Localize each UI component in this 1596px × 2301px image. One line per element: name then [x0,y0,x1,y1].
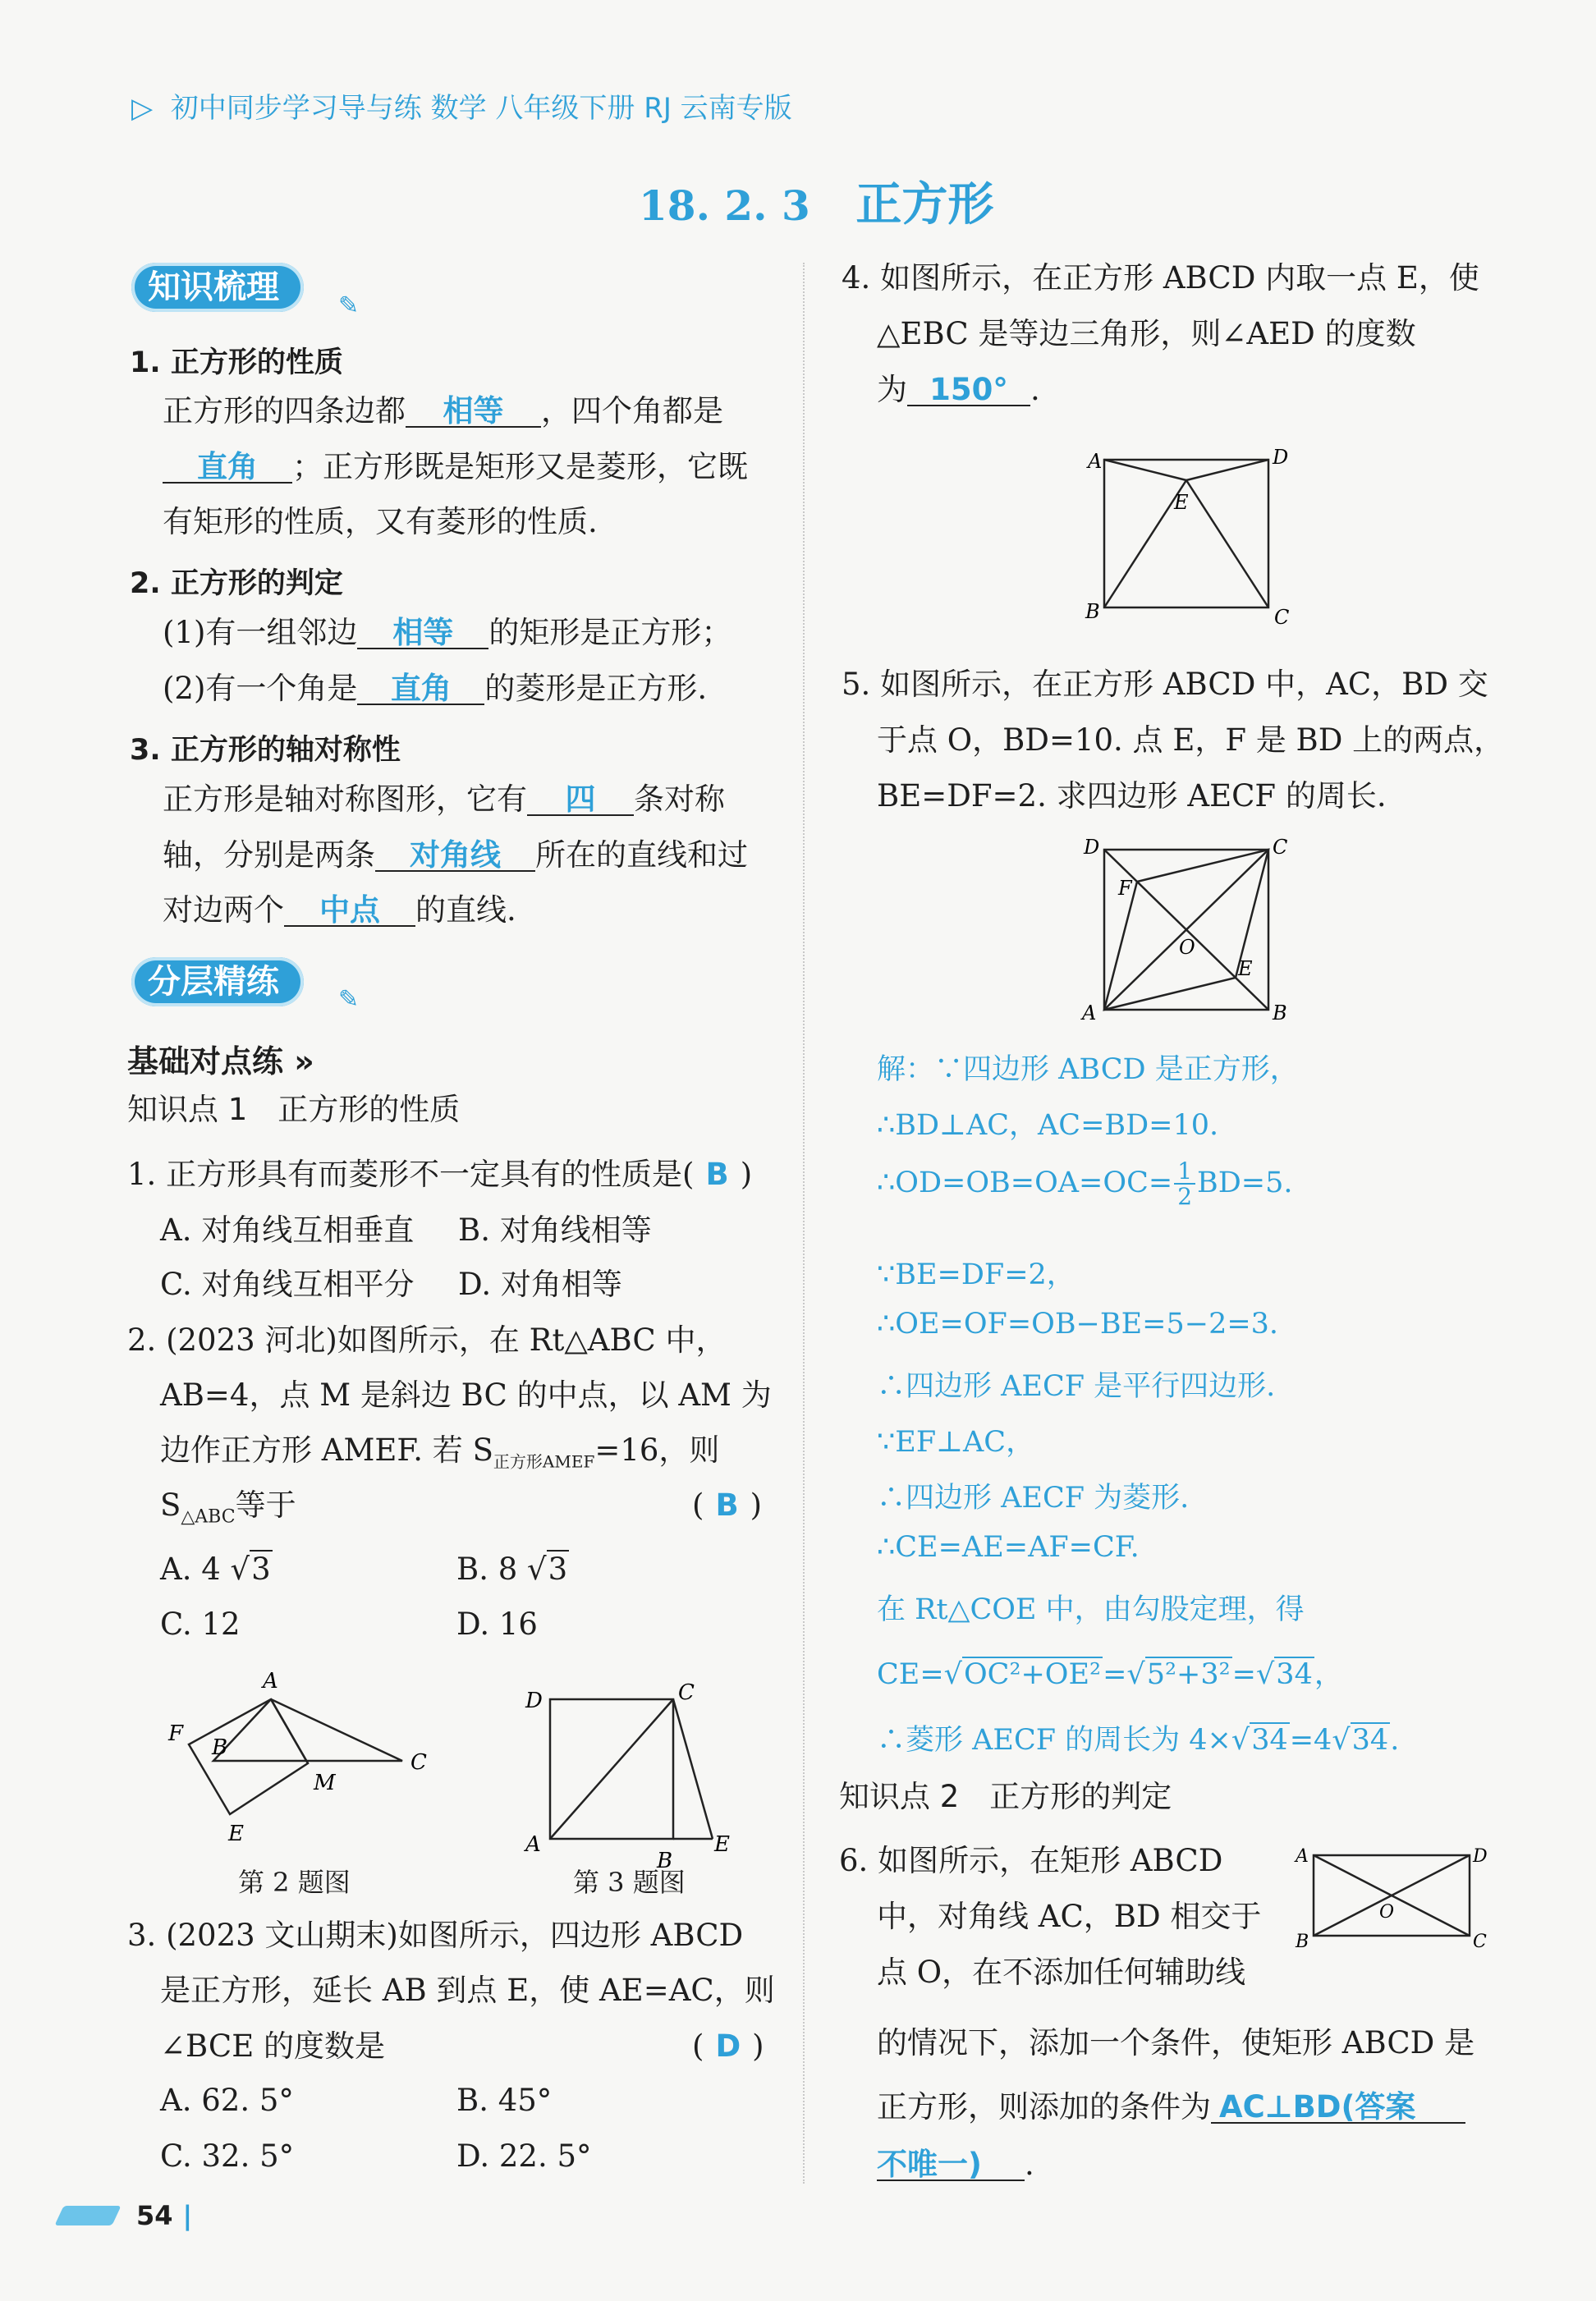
q5-sol2: ∴BD⊥AC，AC=BD=10. [877,1109,1219,1142]
q5-sol9: ∴CE=AE=AF=CF. [877,1531,1140,1564]
feather-icon: ✎ [338,291,360,320]
q2-line1: 2. (2023 河北)如图所示，在 Rt△ABC 中， [127,1322,727,1358]
kp1-title: 知识点 1 正方形的性质 [127,1092,461,1127]
k1-line2: 直角 ；正方形既是矩形又是菱形，它既 [163,451,748,484]
q3-figure [517,1675,739,1873]
k2-title: 2. 正方形的判定 [130,567,343,600]
kp2-title: 知识点 2 正方形的判定 [839,1779,1172,1814]
q2-figure [156,1658,443,1855]
k1-line1: 正方形的四条边都 相等 ，四个角都是 [163,393,723,429]
k2-line1: (1)有一组邻边 相等 的矩形是正方形； [163,615,732,650]
label-A: A [1296,1846,1309,1867]
q3-bracket: ( D ) [692,2028,764,2064]
q3-answer: D [715,2028,741,2064]
label-B: B [1085,600,1100,623]
badge-practice: 分层精练 [131,957,304,1006]
q6-line6: 不唯一) . [877,2147,1034,2182]
q3-line1: 3. (2023 文山期末)如图所示，四边形 ABCD [127,1918,744,1953]
header [131,85,792,126]
q4-line3: 为 150° . [877,372,1040,407]
label-O: O [1179,936,1195,959]
q3-line2: 是正方形，延长 AB 到点 E，使 AE=AC，则 [160,1973,775,2008]
q4-line2: △EBC 是等边三角形，则∠AED 的度数 [877,316,1416,351]
label-A: A [525,1832,541,1857]
q4-answer: 150° [907,374,1030,406]
feather-icon: ✎ [338,985,360,1014]
q6-answer-1: AC⊥BD(答案 [1211,2092,1465,2124]
q4-line1: 4. 如图所示，在正方形 ABCD 内取一点 E，使 [842,260,1479,296]
label-O: O [1379,1902,1395,1923]
page-number: 54 | [136,2200,193,2231]
q3-optC: C. 32. 5° [160,2138,295,2174]
q2-line2: AB=4，点 M 是斜边 BC 的中点，以 AM 为 [160,1377,772,1413]
q6-line2: 中，对角线 AC，BD 相交于 [877,1899,1262,1934]
blank-k3-2: 对角线 [375,840,535,872]
q1-optA: A. 对角线互相垂直 [160,1212,415,1248]
blank-k2-1: 相等 [357,617,488,649]
q3-optA: A. 62. 5° [160,2083,294,2118]
q2-line4: $S_{\triangle ABC}$等于 [160,1487,296,1528]
column-divider [803,263,805,2184]
q1-answer: B [705,1157,729,1192]
footer-stripe [54,2206,121,2225]
label-E: E [714,1832,730,1857]
blank-k2-2: 直角 [357,673,484,705]
label-A: A [263,1669,278,1694]
q6-line1: 6. 如图所示，在矩形 ABCD [839,1843,1223,1878]
q6-answer-2: 不唯一) [877,2149,1025,2181]
q6-line4: 的情况下，添加一个条件，使矩形 ABCD 是 [877,2025,1475,2060]
q5-line2: 于点 O，BD=10. 点 E，F 是 BD 上的两点， [877,722,1505,758]
blank-k1-1: 相等 [406,396,541,428]
q5-sol6: ∴四边形 AECF 是平行四边形. [877,1370,1276,1403]
q6-figure [1289,1839,1494,1954]
label-F: F [168,1721,184,1746]
q1-optB: B. 对角线相等 [458,1212,652,1248]
label-A: A [1082,1002,1097,1024]
label-C: C [678,1680,695,1705]
q2-answer: B [715,1487,739,1523]
q2-optA: A. 4 √3 [160,1552,271,1587]
book-title: 初中同步学习导与练 数学 八年级下册 RJ 云南专版 [170,92,792,125]
q6-line5: 正方形，则添加的条件为 AC⊥BD(答案 [877,2092,1465,2124]
k1-title: 1. 正方形的性质 [130,346,343,379]
section-title: 正方形 [855,177,994,231]
k3-line3: 对边两个 中点 的直线. [163,892,516,928]
label-D: D [525,1689,543,1713]
label-B: B [1273,1002,1287,1024]
label-C: C [1473,1932,1487,1952]
label-B: B [212,1735,228,1760]
label-B: B [657,1849,673,1873]
badge-knowledge: 知识梳理 [131,263,304,312]
q5-figure [1075,829,1314,1026]
q2-optC: C. 12 [160,1607,241,1642]
label-C: C [1273,836,1288,859]
q5-line3: BE=DF=2. 求四边形 AECF 的周长. [877,778,1387,814]
q2-bracket: ( B ) [692,1487,763,1523]
q5-sol11: CE=√OC²+OE²=√5²+3²=√34， [877,1658,1343,1691]
blank-k3-1: 四 [527,784,634,816]
q5-sol7: ∵EF⊥AC， [877,1426,1035,1459]
q3-optD: D. 22. 5° [456,2138,592,2174]
q5-sol8: ∴四边形 AECF 为菱形. [877,1482,1190,1515]
blank-k1-2: 直角 [163,451,292,484]
basic-title: 基础对点练 » [127,1043,314,1079]
k1-line3: 有矩形的性质，又有菱形的性质. [163,504,598,539]
q5-sol3: ∴OD=OB=OA=OC= $\frac{1}{2}BD=5$. [877,1157,1293,1211]
q4-figure [1075,439,1314,636]
q2-optB: B. 8 √3 [456,1552,568,1587]
q6-line3: 点 O，在不添加任何辅助线 [877,1955,1246,1990]
q1-optD: D. 对角相等 [458,1267,622,1302]
q5-sol10: 在 Rt△COE 中，由勾股定理，得 [877,1593,1305,1626]
q2-caption: 第 2 题图 [238,1867,351,1898]
q3-caption: 第 3 题图 [573,1867,686,1898]
label-A: A [1088,450,1103,473]
q2-optD: D. 16 [456,1607,538,1642]
label-D: D [1473,1846,1488,1867]
q3-line3: ∠BCE 的度数是 [160,2028,385,2064]
label-F: F [1118,877,1132,900]
q5-sol1: 解：∵四边形 ABCD 是正方形， [877,1053,1299,1086]
k2-line2: (2)有一个角是 直角 的菱形是正方形. [163,671,708,706]
q5-line1: 5. 如图所示，在正方形 ABCD 中，AC，BD 交 [842,667,1488,702]
label-D: D [1273,446,1289,469]
label-C: C [1274,606,1290,629]
q3-optB: B. 45° [456,2083,553,2118]
label-C: C [410,1750,427,1775]
label-E: E [228,1822,244,1846]
label-B: B [1296,1932,1309,1952]
section-number: 18. 2. 3 [639,181,810,230]
double-chevron-icon: » [283,1043,314,1079]
k3-line2: 轴，分别是两条 对角线 所在的直线和过 [163,837,748,873]
label-D: D [1084,836,1100,859]
label-E: E [1174,491,1189,514]
page-title [639,168,993,234]
k3-title: 3. 正方形的轴对称性 [130,734,401,767]
q1-optC: C. 对角线互相平分 [160,1267,415,1302]
q5-sol5: ∴OE=OF=OB−BE=5−2=3. [877,1308,1279,1341]
k3-line1: 正方形是轴对称图形，它有 四 条对称 [163,782,725,817]
q2-line3: 边作正方形 AMEF. 若 $S_{正方形AMEF}=16$，则 [160,1432,720,1472]
q5-sol4: ∵BE=DF=2， [877,1258,1075,1291]
play-icon: ▷ [131,92,154,125]
q5-sol12: ∴菱形 AECF 的周长为 4×√34=4√34. [877,1724,1400,1757]
q1-stem: 1. 正方形具有而菱形不一定具有的性质是( B ) [127,1157,753,1192]
label-M: M [314,1771,336,1795]
blank-k3-3: 中点 [284,895,415,927]
label-E: E [1238,957,1253,980]
